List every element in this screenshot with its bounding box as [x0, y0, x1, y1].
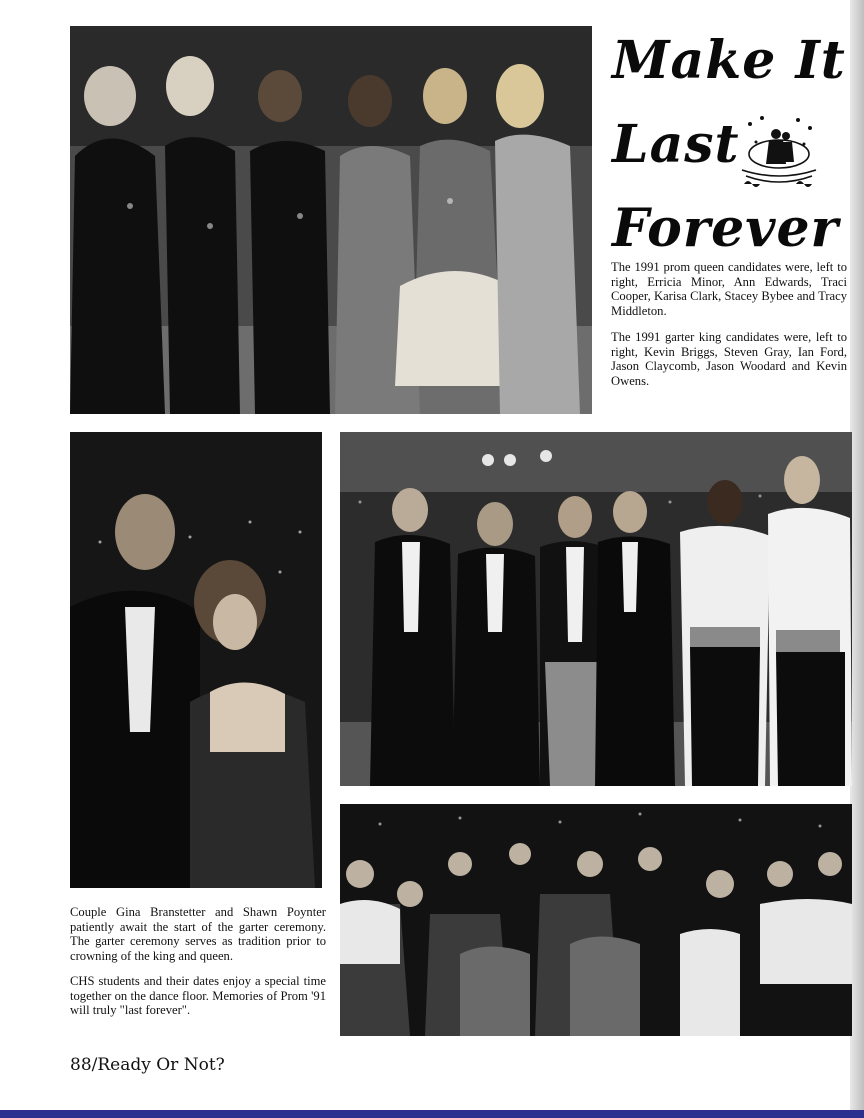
- photo-couple: [70, 432, 322, 888]
- page-title-line-3: Forever: [612, 198, 839, 259]
- caption-couple: Couple Gina Branstetter and Shawn Poynter patiently await the start of the garter ceremony. The garter ceremony serves as tradition prior to crowning of the king and queen.: [70, 905, 326, 963]
- photo-dance-floor: [340, 804, 852, 1036]
- page-title-line-1: Make It: [612, 30, 846, 91]
- page-folio: 88/Ready Or Not?: [70, 1055, 225, 1075]
- page-edge: [850, 0, 864, 1118]
- caption-queen-candidates: The 1991 prom queen candidates were, left to right, Erricia Minor, Ann Edwards, Traci Cooper, Karisa Clark, Stacey Bybee and Tracy Middleton.: [611, 260, 847, 318]
- page-title-line-2: Last: [612, 114, 740, 175]
- prom-couple-emblem-icon: [736, 112, 822, 194]
- caption-king-candidates: The 1991 garter king candidates were, left to right, Kevin Briggs, Steven Gray, Ian Ford, Jason Claycomb, Jason Woodard and Kevin Owens.: [611, 330, 847, 388]
- photo-queen-candidates: [70, 26, 592, 414]
- bottom-edge-bar: [0, 1110, 864, 1118]
- photo-king-candidates: [340, 432, 852, 786]
- caption-dance-floor: CHS students and their dates enjoy a special time together on the dance floor. Memories of Prom '91 will truly "last forever".: [70, 974, 326, 1018]
